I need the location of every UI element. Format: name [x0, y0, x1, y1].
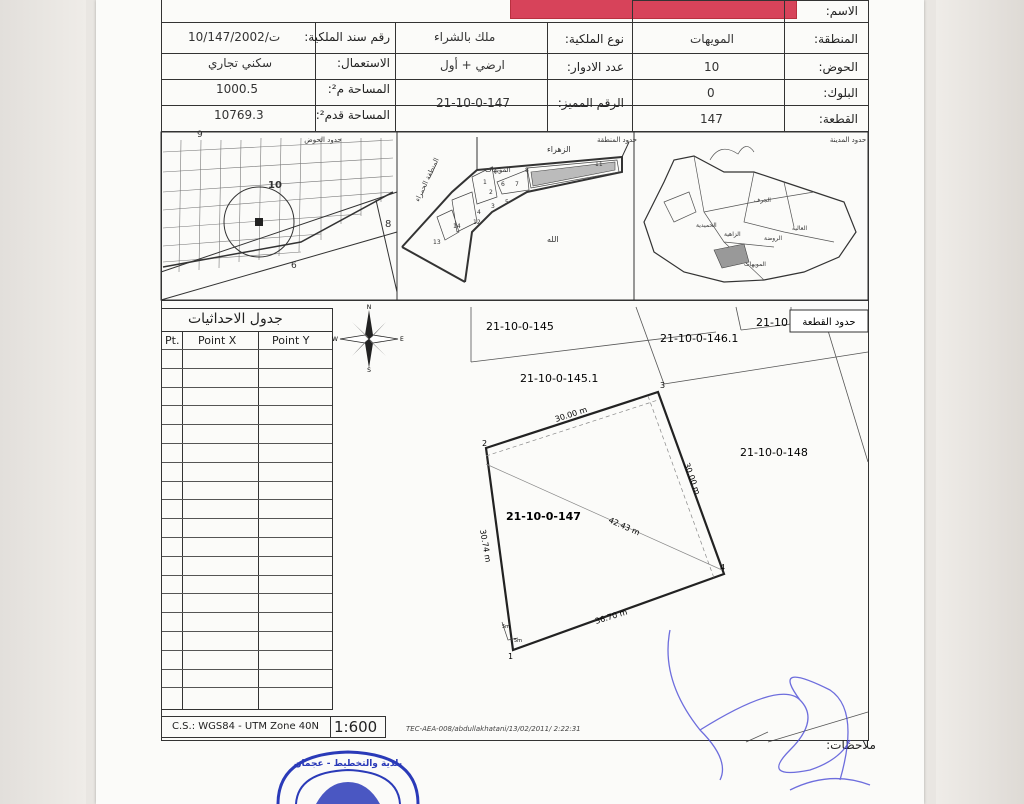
basin-number: 9 — [197, 130, 203, 140]
table-row — [162, 368, 332, 369]
region-number: 13 — [433, 239, 441, 246]
svg-text:S: S — [367, 367, 371, 374]
region-map-label: حدود المنطقة — [597, 136, 637, 144]
svg-text:W: W — [332, 336, 338, 343]
table-row — [162, 612, 332, 613]
scale-bar — [161, 716, 386, 738]
row-line — [162, 331, 332, 332]
city-name: المويهات — [744, 261, 766, 268]
table-row — [162, 537, 332, 538]
table-row — [162, 631, 332, 632]
plot-value: 147 — [700, 112, 723, 126]
table-row — [162, 650, 332, 651]
col-line — [784, 0, 785, 132]
table-row — [162, 443, 332, 444]
col-header-pt: Pt. — [165, 334, 180, 347]
region-number: 12 — [473, 219, 481, 226]
region-number: 1 — [483, 179, 487, 186]
region-label: المنطقة: — [814, 32, 858, 46]
svg-text:E: E — [400, 336, 404, 343]
basin-number: 10 — [268, 180, 282, 191]
table-row — [162, 687, 332, 688]
region-number: 7 — [515, 181, 519, 188]
coordinates-title: جدول الاحداثيات — [188, 311, 283, 327]
region-number: 6 — [501, 181, 505, 188]
neighbor-plot: 21-10-0-146.1 — [660, 332, 739, 345]
neighbor-plot: 21-10 — [756, 316, 788, 329]
table-row — [162, 669, 332, 670]
col-line — [182, 331, 183, 709]
table-row — [162, 462, 332, 463]
vertex-label: 3 — [660, 381, 666, 390]
row-line — [161, 53, 869, 54]
region-number: 2 — [489, 189, 493, 196]
coordinate-system: C.S.: WGS84 - UTM Zone 40N — [172, 721, 319, 732]
region-name: الله — [547, 235, 559, 244]
region-value: المويهات — [690, 32, 734, 46]
plot-label: القطعة: — [818, 112, 858, 126]
table-row — [162, 405, 332, 406]
region-number: 11 — [595, 161, 603, 168]
region-name: المنطقة الحمراء — [413, 156, 441, 203]
table-row — [162, 481, 332, 482]
row-line — [161, 22, 869, 23]
table-row — [162, 349, 332, 350]
block-label: البلوك: — [823, 86, 858, 100]
north-arrow-icon — [332, 304, 404, 374]
basin-number: 8 — [385, 219, 392, 230]
row-line — [161, 79, 869, 80]
city-name: العالية — [792, 225, 808, 232]
neighbor-plot: 21-10-0-145.1 — [520, 372, 599, 385]
notes-label: ملاحظات: — [826, 738, 876, 752]
vertex-label: 4 — [720, 563, 726, 572]
table-row — [162, 593, 332, 594]
neighbor-plot: 21-10-0-148 — [740, 446, 808, 459]
row-line — [632, 0, 869, 1]
vertex-label: 2 — [482, 439, 488, 448]
col-header-x: Point X — [198, 334, 237, 347]
distinct-no-value: 21-10-0-147 — [436, 96, 511, 110]
name-label: الاسم: — [825, 4, 858, 18]
plot-id: 21-10-0-147 — [506, 510, 581, 523]
col-line — [632, 0, 633, 132]
plot-map-label: حدود القطعة — [802, 317, 856, 328]
svg-text:N: N — [366, 304, 372, 311]
neighbor-plot: 21-10-0-145 — [486, 320, 554, 333]
usage-value: سكني تجاري — [208, 56, 273, 70]
ownership-type-label: نوع الملكية: — [564, 32, 624, 46]
region-number: 3 — [491, 203, 495, 210]
area-m2-value: 1000.5 — [216, 82, 258, 96]
background-right — [936, 0, 1024, 804]
basin-label: الحوض: — [818, 60, 858, 74]
region-number: 8 — [525, 167, 529, 174]
official-stamp — [268, 744, 428, 804]
city-name: الحميدية — [696, 222, 717, 229]
area-ft2-label: المساحة قدم²: — [315, 108, 390, 122]
region-number: 4 — [477, 209, 481, 216]
deed-no-label: رقم سند الملكية: — [304, 30, 390, 44]
city-name: الجرف — [754, 197, 771, 204]
reference-text: TEC-AEA-008/abdullakhatani/13/02/2011/ 2:22:31 — [406, 725, 581, 733]
col-line — [330, 717, 331, 737]
svg-text:بلدية والتخطيط - عجمان: بلدية والتخطيط - عجمان — [293, 759, 403, 769]
area-m2-label: المساحة م²: — [327, 82, 390, 96]
floors-value: ارضي + أول — [440, 58, 505, 72]
table-row — [162, 575, 332, 576]
dimension-label: 42.43 m — [607, 515, 642, 538]
region-number: 5 — [505, 199, 509, 206]
city-map — [634, 132, 868, 300]
region-name: المويهات — [485, 166, 511, 174]
redacted-name-box — [510, 0, 797, 19]
background-left — [0, 0, 86, 804]
col-header-y: Point Y — [272, 334, 310, 347]
col-line — [258, 331, 259, 709]
dimension-label: 30.74 m — [478, 528, 493, 564]
dimension-label: 36.70 m — [593, 607, 629, 626]
table-row — [162, 387, 332, 388]
dimension-label: 30.00 m — [682, 461, 702, 496]
ownership-type-value: ملك بالشراء — [434, 30, 496, 44]
basin-value: 10 — [704, 60, 720, 74]
region-number: 14 — [453, 223, 461, 230]
dimension-label: 5m — [502, 624, 511, 630]
signature — [640, 620, 900, 804]
basin-number: 6 — [291, 261, 297, 271]
block-value: 0 — [707, 86, 715, 100]
region-map — [397, 132, 637, 300]
deed-no-value: ت/10/147/2002 — [188, 30, 281, 44]
city-map-label: حدود المدينة — [829, 136, 867, 144]
table-row — [162, 556, 332, 557]
table-row — [162, 499, 332, 500]
table-row — [162, 518, 332, 519]
distinct-no-label: الرقم المميز: — [557, 96, 624, 110]
col-line — [395, 22, 396, 132]
col-line — [547, 22, 548, 132]
basin-map — [161, 132, 397, 300]
city-name: الروضة — [764, 235, 783, 242]
plot-marker — [255, 218, 263, 226]
scale-value: 1:600 — [334, 718, 378, 736]
table-row — [162, 424, 332, 425]
dimension-label: 5m — [514, 638, 523, 644]
city-name: الزاهية — [724, 231, 741, 238]
vertex-label: 1 — [508, 652, 514, 661]
usage-label: الاستعمال: — [337, 56, 390, 70]
dimension-label: 30.00 m — [553, 405, 589, 424]
floors-label: عدد الادوار: — [566, 60, 624, 74]
row-line — [161, 105, 869, 106]
coordinates-table — [161, 308, 333, 710]
region-name: الزهراء — [547, 145, 571, 154]
basin-map-label: حدود الحوض — [304, 136, 342, 144]
area-ft2-value: 10769.3 — [214, 108, 264, 122]
